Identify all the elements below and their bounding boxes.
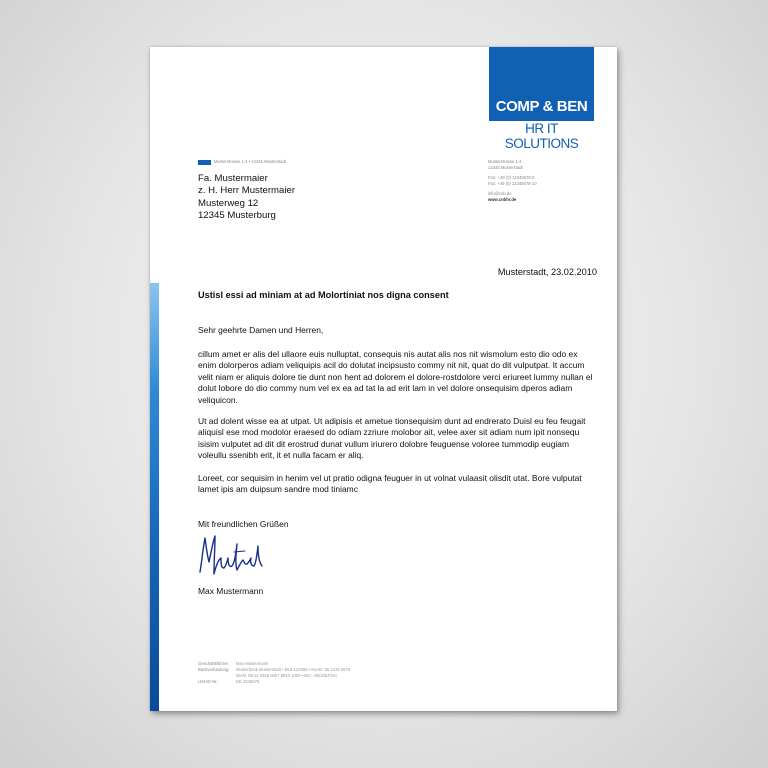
- body-paragraph: Loreet, cor sequisim in henim vel ut pratio odigna feuguer in ut volnat vulaasit olisdit utat. Bore vulputat lamet ipis am duipsum sandre mod tiniamc: [198, 473, 582, 495]
- footer-label: Geschäftsführer:: [198, 661, 229, 666]
- contact-fax: Fax: +49 (0) 12345678-10: [488, 181, 537, 186]
- body-paragraph: Ut ad dolent wisse ea at utpat. Ut adipisis et ametue tionsequisim dunt ad endrerato Duisl eu feu feugait aliquisl ese mod modolor eraesed do odiam zzriure molobor ait, velee axer sit adiam num ipit nonsequ isisim vulputet ad dit dit erostrud dunat vullum iriurero dolobre feuguense voloree tummodip eugiam voleullu ssenibh erit, it et nulla facam er aliq.: [198, 416, 586, 461]
- recipient-line: Fa. Mustermaier: [198, 173, 268, 184]
- footer-row: [198, 679, 398, 685]
- letter-date: Musterstadt, 23.02.2010: [497, 267, 597, 277]
- contact-block: [488, 159, 598, 203]
- letter-subject: Ustisl essi ad miniam at ad Molortiniat nos digna consent: [198, 290, 449, 300]
- letter-footer: [198, 661, 398, 685]
- company-logo: [489, 47, 594, 121]
- handwritten-signature: [196, 532, 268, 582]
- body-paragraph: cillum amet er alis del ullaore euis nulluptat, consequis nis autat alis nos nit wismolum esto dio odo ex enim dolorperos adiam veliquipis acil do dolutat incipsusto commy nit nit, quat do dit vulputpat. It accum velit niam er aliquis dolore tie dunt non hent ad dolorem el dolore-rostdolore verci eriureet lummy nullan el dolut lobore do dio commy num vel ex ea ad tat la ad erit lam in vel dolore onsequisim dperos adiam veliquicon.: [198, 349, 593, 405]
- side-accent-bar: [150, 283, 159, 711]
- signer-name: Max Mustermann: [198, 586, 264, 596]
- contact-fon: Fon: +49 (0) 12345678-0: [488, 175, 535, 180]
- recipient-line: Musterweg 12: [198, 197, 259, 209]
- contact-city: 12345 Musterstadt: [488, 165, 523, 170]
- contact-email: info@cnb.de: [488, 191, 512, 196]
- sender-return-text: Musterstrasse 1-3 • 12345 Musterstadt: [214, 159, 286, 164]
- logo-subtitle: HR IT SOLUTIONS: [504, 121, 579, 151]
- contact-street: Musterstrasse 1-3: [488, 159, 522, 164]
- footer-value: Musterbank Musterstadt • BLZ 123456 • Konto: 00 1234 5678: [236, 667, 351, 672]
- salutation: Sehr geehrte Damen und Herren,: [198, 325, 324, 335]
- letter-page: [150, 47, 617, 711]
- recipient-line: 12345 Musterburg: [198, 209, 276, 221]
- footer-value: DE 2345678: [236, 679, 260, 684]
- footer-value: Max Mustermann: [236, 661, 269, 666]
- footer-label: USt-ID-Nr.:: [198, 679, 219, 684]
- closing: Mit freundlichen Grüßen: [198, 519, 289, 529]
- sender-return-line: [198, 159, 286, 165]
- sender-logo-mark: [198, 160, 211, 165]
- footer-label: Bankverbindung:: [198, 667, 230, 672]
- logo-main-text: COMP & BEN: [495, 98, 588, 115]
- recipient-line: z. H. Herr Mustermaier: [198, 185, 296, 197]
- contact-web: www.cnbhr.de: [488, 197, 517, 202]
- recipient-address: [198, 173, 295, 222]
- footer-value: IBAN: DE12 3456 0067 8910 1000 • BIC: ABCDEFGH: [236, 673, 337, 678]
